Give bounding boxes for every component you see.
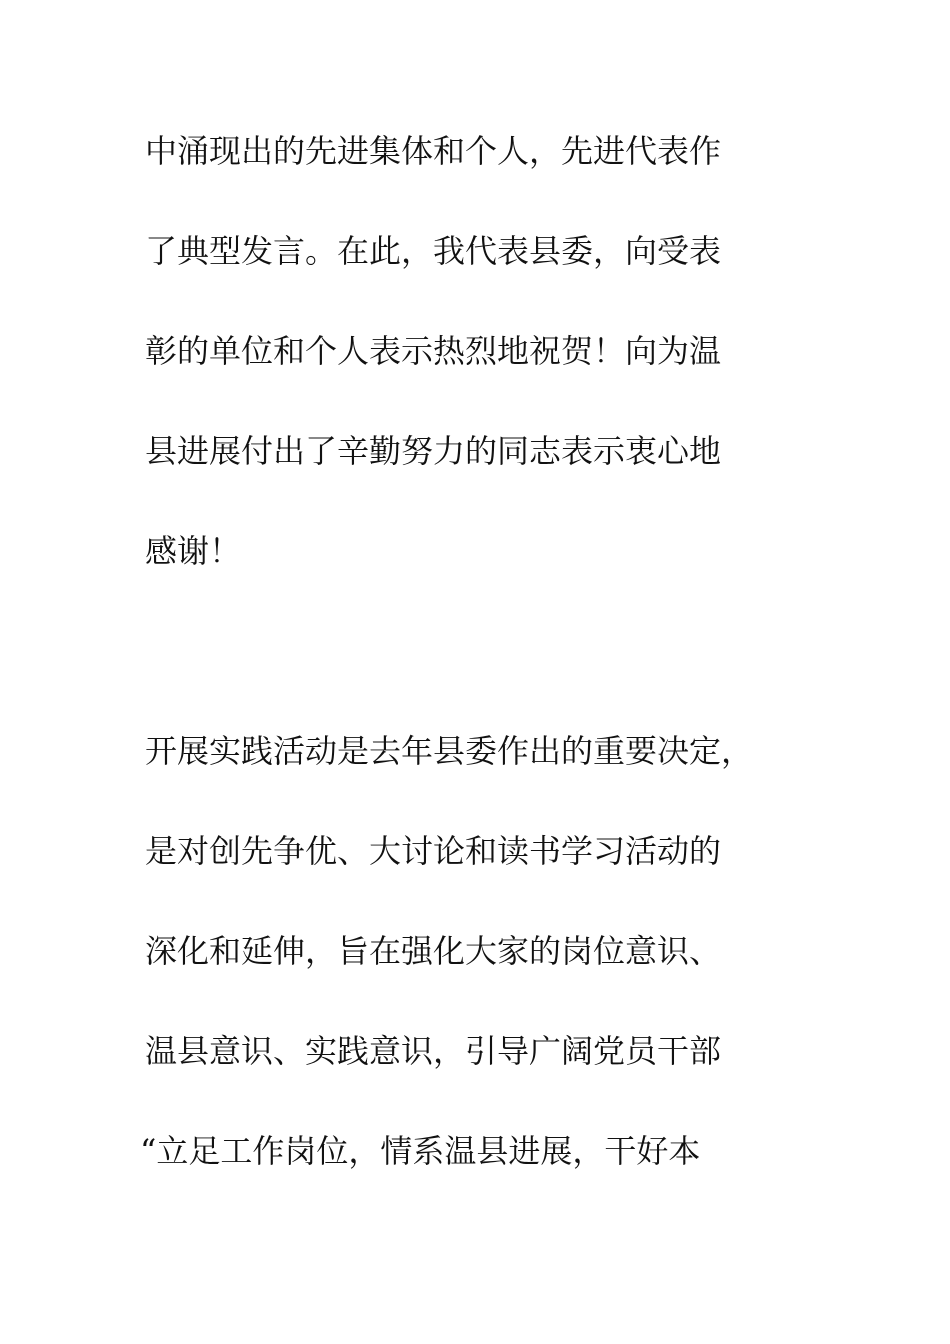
paragraph-2-line: 开展实践活动是去年县委作出的重要决定， (145, 732, 754, 770)
paragraph-1-line: 县进展付出了辛勤努力的同志表示衷心地 (145, 432, 722, 470)
paragraph-2-line: “立足工作岗位，情系温县进展，干好本 (140, 1132, 701, 1170)
paragraph-2-line: 温县意识、实践意识，引导广阔党员干部 (145, 1032, 722, 1070)
paragraph-1-line: 了典型发言。在此，我代表县委，向受表 (145, 232, 722, 270)
paragraph-1-line: 感谢！ (145, 532, 242, 570)
paragraph-2-line: 深化和延伸，旨在强化大家的岗位意识、 (145, 932, 722, 970)
paragraph-2-line: 是对创先争优、大讨论和读书学习活动的 (145, 832, 722, 870)
paragraph-1-line: 中涌现出的先进集体和个人，先进代表作 (145, 132, 722, 170)
paragraph-1-line: 彰的单位和个人表示热烈地祝贺！向为温 (145, 332, 722, 370)
